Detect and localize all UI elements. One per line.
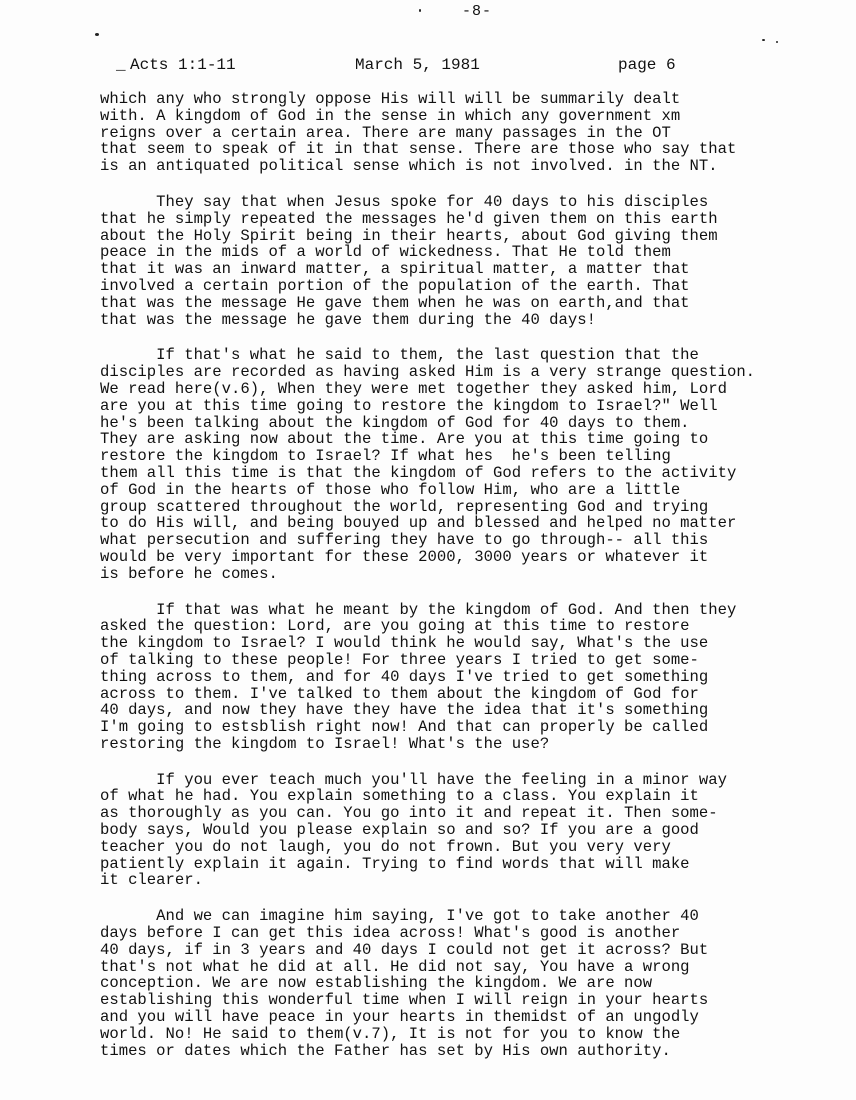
paragraph-6: And we can imagine him saying, I've got to take another 40 days before I can get this idea across! What's good is another 40 days, if in 3 years and 40 days I could not get it across? But that's not what he did at all. He did not say, You have a wrong conception. We are now establishing the kingdom. We are now establishing this wonderful time when I will reign in your hearts and you will have peace in your hearts in themidst of an ungodly world. No! He said to them(v.7), It is not for you to know the times or dates which the Father has set by His own authority. xyxy=(100,907,709,1060)
document-body xyxy=(100,91,840,1059)
paragraph-3: If that's what he said to them, the last question that the disciples are recorded as having asked Him is a very strange question. We read here(v.6), When they were met together they asked him, Lord are you at this time going to restore the kingdom to Israel?" Well he's been talking about the kingdom of God for 40 days to them. They are asking now about the time. Are you at this time going to restore the kingdom to Israel? If what hes he's been telling them all this time is that the kingdom of God refers to the activity of God in the hearts of those who follow Him, who are a little group scattered throughout the world, representing God and trying to do His will, and being bouyed up and blessed and helped no matter what persecution and suffering they have to go through-- all this would be very important for these 2000, 3000 years or whatever it is before he comes. xyxy=(100,346,756,583)
page-header xyxy=(116,56,736,76)
scan-speck xyxy=(762,39,765,41)
scan-speck xyxy=(419,9,421,12)
paragraph-1: which any who strongly oppose His will will be summarily dealt with. A kingdom of God in the sense in which any government xm reigns over a certain area. There are many passages in the OT that seem to speak of it in that sense. There are those who say that is an antiquated political sense which is not involved. in the NT. xyxy=(100,90,737,176)
header-dash: _ xyxy=(116,56,126,74)
page-number: -8- xyxy=(462,3,493,20)
paragraph-4: If that was what he meant by the kingdom of God. And then they asked the question: Lord, are you going at this time to restore the kingdom to Israel? I would think he would say, What's the use of talking to these people! For three years I tried to get some- thing across to them, and for 40 days I've tried to get something across to them. I've talked to them about the kingdom of God for 40 days, and now they have they have the idea that it's something I'm going to estsblish right now! And that can properly be called restoring the kingdom to Israel! What's the use? xyxy=(100,600,737,753)
paragraph-5: If you ever teach much you'll have the feeling in a minor way of what he had. You explain something to a class. You explain it as thoroughly as you can. You go into it and repeat it. Then some- body says, Would you please explain so and so? If you are a good teacher you do not laugh, you do not frown. But you very very patiently explain it again. Trying to find words that will make it clearer. xyxy=(100,770,727,890)
header-scripture-reference: Acts 1:1-11 xyxy=(130,56,236,74)
header-date: March 5, 1981 xyxy=(355,56,480,74)
scan-speck xyxy=(95,33,99,36)
header-page-label: page 6 xyxy=(618,56,676,74)
paragraph-2: They say that when Jesus spoke for 40 days to his disciples that he simply repeated the messages he'd given them on this earth about the Holy Spirit being in their hearts, about God giving them peace in the mids of a world of wickedness. That He told them that it was an inward matter, a spiritual matter, a matter that involved a certain portion of the population of the earth. That that was the message He gave them when he was on earth,and that that was the message he gave them during the 40 days! xyxy=(100,192,718,329)
scan-speck xyxy=(776,41,778,43)
